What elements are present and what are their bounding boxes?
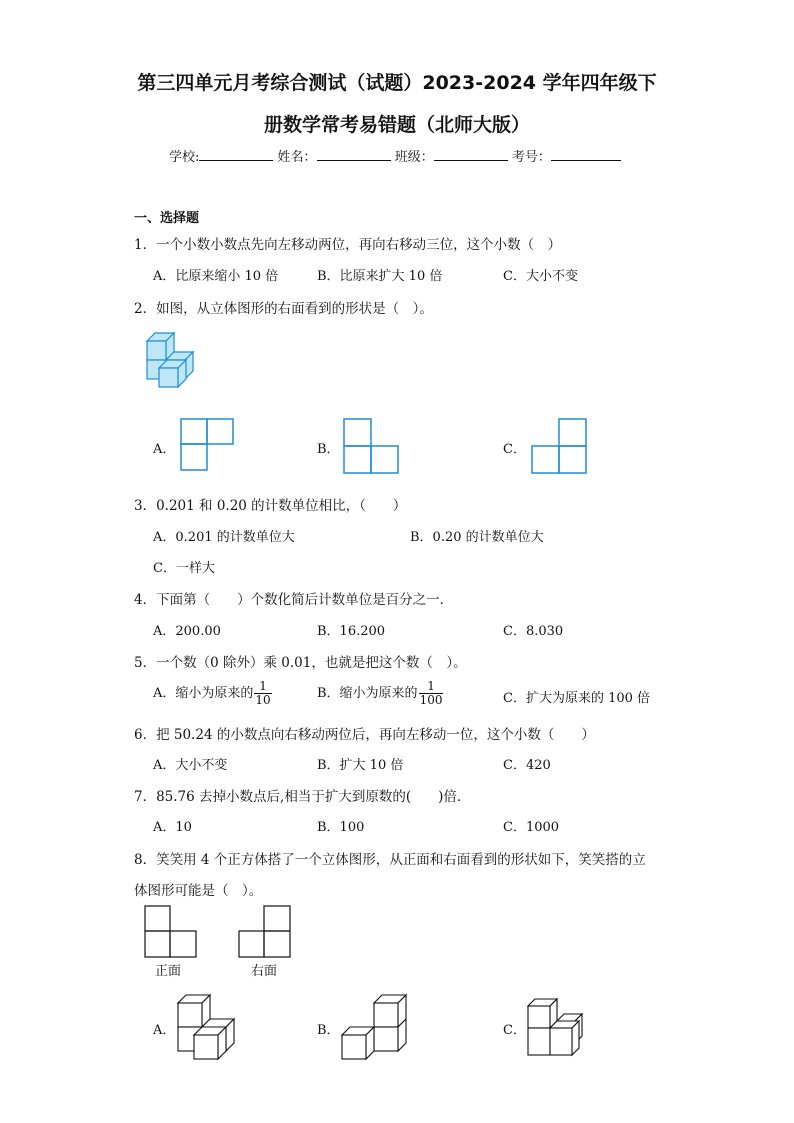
q3-option-c[interactable]: C．一样大 xyxy=(153,561,215,576)
q4-option-b[interactable]: B．16.200 xyxy=(317,624,386,639)
q5-b-numerator: 1 xyxy=(419,680,444,694)
q6-option-b[interactable]: B．扩大 10 倍 xyxy=(317,758,404,773)
question-2: 2．如图，从立体图形的右面看到的形状是（ ）。 xyxy=(134,301,433,317)
student-info-line xyxy=(169,146,621,165)
q1-option-a[interactable]: A．比原来缩小 10 倍 xyxy=(153,269,279,284)
q2-option-c[interactable]: C． xyxy=(503,442,526,457)
q7-option-c[interactable]: C．1000 xyxy=(503,820,560,835)
q4-option-c[interactable]: C．8.030 xyxy=(503,624,564,639)
q3-option-a[interactable]: A．0.201 的计数单位大 xyxy=(153,530,295,545)
class-blank[interactable] xyxy=(434,148,508,161)
q2-solid-figure xyxy=(144,331,200,387)
q5-option-b[interactable] xyxy=(317,680,443,707)
q8-option-a-figure[interactable] xyxy=(176,993,236,1059)
class-label: 班级： xyxy=(394,150,434,165)
section-title: 一、选择题 xyxy=(134,211,200,226)
q5-option-a-label: A．缩小为原来的 xyxy=(153,686,254,701)
exam-no-blank[interactable] xyxy=(551,148,621,161)
q3-option-b[interactable]: B．0.20 的计数单位大 xyxy=(410,530,544,545)
q8-front-view-figure xyxy=(144,905,198,959)
q8-option-c-figure[interactable] xyxy=(526,997,586,1059)
page-title-line1: 第三四单元月考综合测试（试题）2023-2024 学年四年级下 xyxy=(137,72,657,94)
q7-option-b[interactable]: B．100 xyxy=(317,820,365,835)
question-1: 1．一个小数小数点先向左移动两位，再向右移动三位，这个小数（ ） xyxy=(134,237,562,253)
q5-a-numerator: 1 xyxy=(254,680,271,694)
q8-option-b-figure[interactable] xyxy=(340,993,408,1059)
question-8-line2: 体图形可能是（ ）。 xyxy=(134,883,263,899)
q5-b-denominator: 100 xyxy=(419,693,443,707)
q5-option-a-fraction xyxy=(254,680,271,707)
question-8-line1: 8．笑笑用 4 个正方体搭了一个立体图形，从正面和右面看到的形状如下，笑笑搭的立 xyxy=(134,852,646,868)
q2-option-a-figure[interactable] xyxy=(180,418,234,472)
q5-option-b-fraction xyxy=(419,680,444,707)
q5-option-b-label: B．缩小为原来的 xyxy=(317,686,418,701)
question-6: 6．把 50.24 的小数点向右移动两位后，再向左移动一位，这个小数（ ） xyxy=(134,727,595,743)
question-3: 3．0.201 和 0.20 的计数单位相比，（ ） xyxy=(134,498,407,514)
question-5: 5．一个数（0 除外）乘 0.01，也就是把这个数（ ）。 xyxy=(134,655,467,671)
q8-front-label: 正面 xyxy=(155,964,182,979)
q2-option-c-figure[interactable] xyxy=(531,418,587,474)
q6-option-a[interactable]: A．大小不变 xyxy=(153,758,228,773)
q8-option-a[interactable]: A． xyxy=(153,1023,176,1038)
q6-option-c[interactable]: C．420 xyxy=(503,758,551,773)
q1-option-b[interactable]: B．比原来扩大 10 倍 xyxy=(317,269,443,284)
q2-option-b-figure[interactable] xyxy=(343,418,399,474)
exam-no-label: 考号： xyxy=(511,150,551,165)
page-title-line2: 册数学常考易错题（北师大版） xyxy=(263,114,530,136)
school-blank[interactable] xyxy=(199,148,273,161)
q5-a-denominator: 10 xyxy=(255,693,271,707)
q7-option-a[interactable]: A．10 xyxy=(153,820,192,835)
q1-option-c[interactable]: C．大小不变 xyxy=(503,269,578,284)
school-label: 学校: xyxy=(169,150,200,165)
name-blank[interactable] xyxy=(317,148,391,161)
q8-option-b[interactable]: B． xyxy=(317,1023,340,1038)
q4-option-a[interactable]: A．200.00 xyxy=(153,624,221,639)
q5-option-c[interactable]: C．扩大为原来的 100 倍 xyxy=(503,691,651,706)
name-label: 姓名： xyxy=(277,150,317,165)
q2-option-b[interactable]: B． xyxy=(317,442,340,457)
q8-right-view-figure xyxy=(238,905,292,959)
question-7: 7．85.76 去掉小数点后,相当于扩大到原数的( )倍． xyxy=(134,789,471,805)
q5-option-a[interactable] xyxy=(153,680,272,707)
q2-option-a[interactable]: A． xyxy=(153,442,176,457)
q8-right-label: 右面 xyxy=(251,964,278,979)
question-4: 4．下面第（ ）个数化简后计数单位是百分之一． xyxy=(134,592,454,608)
q8-option-c[interactable]: C． xyxy=(503,1023,526,1038)
